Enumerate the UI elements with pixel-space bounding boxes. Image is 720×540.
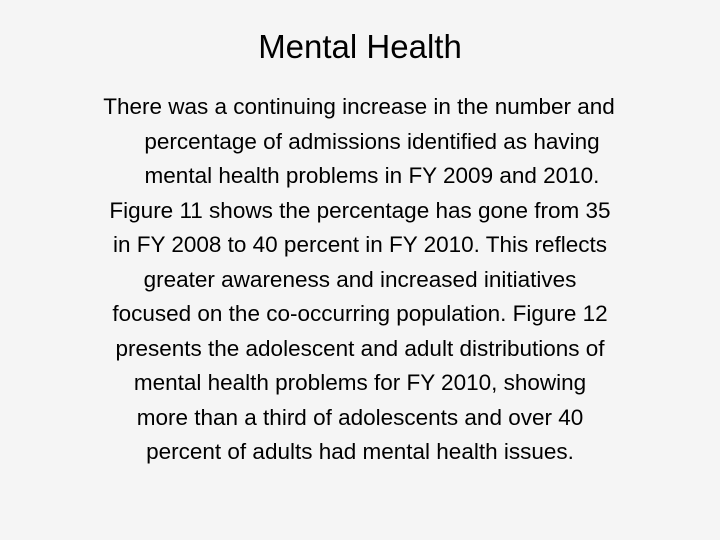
body-line: presents the adolescent and adult distributions of <box>115 335 605 361</box>
body-line: mental health problems for FY 2010, showing <box>133 370 587 395</box>
body-line: percent of adults had mental health issues. <box>146 439 574 464</box>
body-line: percentage of admissions identified as having <box>144 128 600 154</box>
body-line: focused on the co-occurring population. Figure 12 <box>112 301 608 326</box>
slide-body-paragraph <box>0 90 720 470</box>
slide-title: Mental Health <box>258 28 462 65</box>
body-line: mental health problems in FY 2009 and 2010. <box>144 163 600 188</box>
body-line: more than a third of adolescents and over 40 <box>136 404 584 430</box>
body-line: There was a continuing increase in the number and <box>103 94 615 119</box>
body-line: Figure 11 shows the percentage has gone from 35 <box>109 197 611 223</box>
body-line: greater awareness and increased initiatives <box>143 266 577 292</box>
body-line: in FY 2008 to 40 percent in FY 2010. This reflects <box>112 232 608 257</box>
